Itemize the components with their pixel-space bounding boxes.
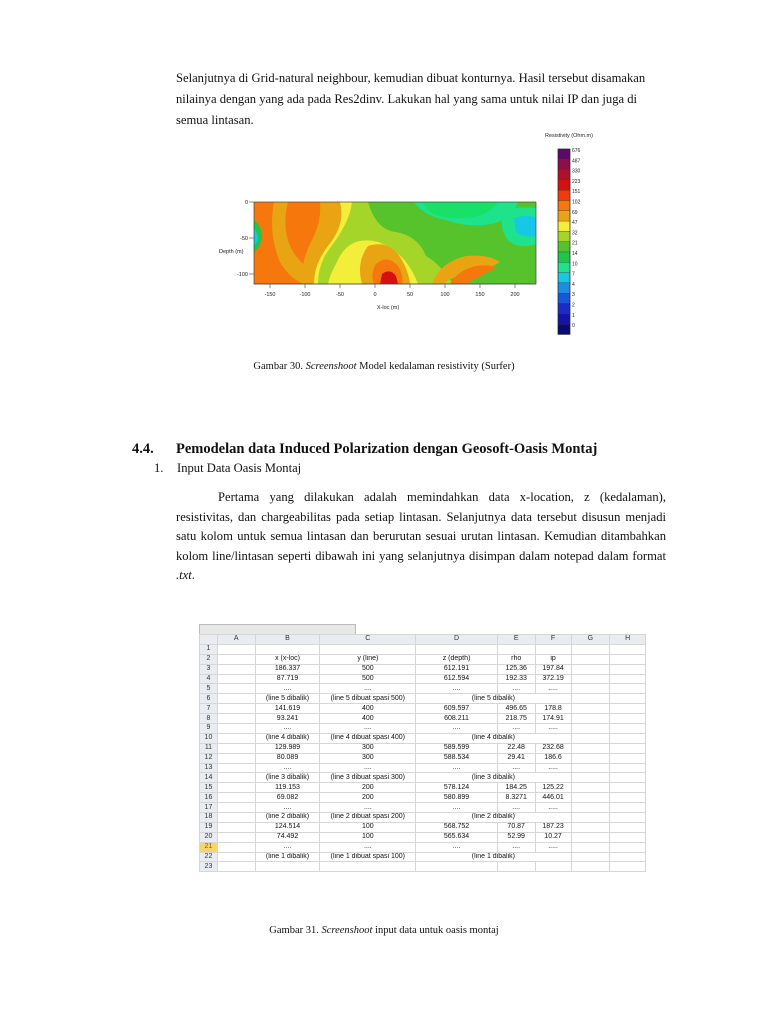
table-cell[interactable] — [497, 862, 535, 872]
table-cell[interactable] — [217, 832, 255, 842]
row-header[interactable]: 8 — [200, 714, 218, 724]
row-header[interactable]: 10 — [200, 733, 218, 743]
column-header[interactable]: H — [610, 635, 646, 645]
row-header[interactable]: 20 — [200, 832, 218, 842]
table-cell[interactable]: .... — [416, 724, 498, 734]
table-cell[interactable]: 608.211 — [416, 714, 498, 724]
table-cell[interactable] — [217, 664, 255, 674]
row-header[interactable]: 16 — [200, 793, 218, 803]
legend-swatch — [558, 283, 570, 293]
table-cell[interactable] — [571, 803, 610, 813]
table-cell[interactable] — [217, 852, 255, 862]
figure-30-caption: Gambar 30. Screenshoot Model kedalaman resistivity (Surfer) — [253, 361, 515, 372]
table-cell[interactable]: 300 — [320, 743, 416, 753]
table-cell[interactable]: .... — [255, 763, 320, 773]
table-cell[interactable] — [610, 862, 646, 872]
row-header[interactable]: 14 — [200, 773, 218, 783]
resistivity-contour-figure — [218, 124, 594, 350]
table-cell[interactable]: 124.514 — [255, 822, 320, 832]
table-cell[interactable] — [217, 822, 255, 832]
table-cell[interactable] — [610, 763, 646, 773]
table-cell[interactable] — [217, 654, 255, 664]
table-cell[interactable]: (line 4 dibalik) — [416, 733, 571, 743]
table-cell[interactable] — [571, 783, 610, 793]
legend-value-label: 223 — [572, 178, 581, 185]
table-cell[interactable]: 446.01 — [535, 793, 571, 803]
table-cell[interactable]: .... — [255, 803, 320, 813]
x-axis — [254, 284, 536, 311]
column-header[interactable]: A — [217, 635, 255, 645]
legend-swatch — [558, 304, 570, 314]
table-cell[interactable] — [571, 832, 610, 842]
table-cell[interactable]: 186.337 — [255, 664, 320, 674]
legend-value-label: 151 — [572, 189, 581, 196]
table-cell[interactable]: 119.153 — [255, 783, 320, 793]
table-cell[interactable]: (line 2 dibuat spasi 200) — [320, 813, 416, 823]
legend-value-label: 4 — [572, 281, 575, 288]
column-header[interactable]: D — [416, 635, 498, 645]
row-header[interactable]: 18 — [200, 813, 218, 823]
table-row — [200, 793, 646, 803]
table-cell[interactable]: ..... — [535, 803, 571, 813]
color-legend — [545, 133, 593, 334]
row-header[interactable]: 2 — [200, 654, 218, 664]
table-cell[interactable] — [217, 684, 255, 694]
table-cell[interactable]: (line 2 dibalik) — [255, 813, 320, 823]
table-cell[interactable] — [416, 644, 498, 654]
table-cell[interactable] — [571, 714, 610, 724]
legend-value-label: 3 — [572, 292, 575, 299]
table-row — [200, 852, 646, 862]
table-cell[interactable]: (line 5 dibuat spasi 500) — [320, 694, 416, 704]
table-cell[interactable]: .... — [497, 684, 535, 694]
table-cell[interactable] — [610, 674, 646, 684]
table-cell[interactable] — [217, 704, 255, 714]
legend-value-label: 69 — [572, 209, 578, 216]
table-cell[interactable] — [320, 862, 416, 872]
y-axis — [219, 200, 254, 278]
table-cell[interactable]: (line 3 dibalik) — [416, 773, 571, 783]
legend-swatch — [558, 201, 570, 211]
table-cell[interactable] — [217, 842, 255, 852]
body-paragraph: Pertama yang dilakukan adalah memindahkan data x-location, z (kedalaman), resistivitas, dan chargeabilitas pada setiap lintasan. Selanjutnya data tersebut disusun menjadi satu kolom untuk semua lintasan dan berurutan sesuai urutan lintasan. Kemudian ditambahkan kolom line/lintasan seperti dibawah ini yang selanjutnya disimpan dalam notepad dalam format .txt. — [176, 490, 666, 583]
table-cell[interactable] — [571, 753, 610, 763]
table-cell[interactable]: 74.492 — [255, 832, 320, 842]
spreadsheet-grid — [199, 634, 646, 872]
table-cell[interactable]: 125.22 — [535, 783, 571, 793]
table-cell[interactable] — [571, 664, 610, 674]
table-cell[interactable]: .... — [416, 684, 498, 694]
table-cell[interactable]: 588.534 — [416, 753, 498, 763]
table-cell[interactable] — [571, 684, 610, 694]
table-cell[interactable] — [610, 644, 646, 654]
table-cell[interactable] — [610, 773, 646, 783]
table-cell[interactable] — [320, 644, 416, 654]
legend-value-label: 102 — [572, 199, 581, 206]
table-row — [200, 654, 646, 664]
table-row — [200, 724, 646, 734]
table-row — [200, 862, 646, 872]
table-cell[interactable] — [535, 862, 571, 872]
table-cell[interactable] — [217, 773, 255, 783]
table-cell[interactable]: 496.65 — [497, 704, 535, 714]
table-cell[interactable] — [610, 803, 646, 813]
table-cell[interactable]: 69.082 — [255, 793, 320, 803]
table-cell[interactable] — [571, 763, 610, 773]
table-cell[interactable] — [416, 862, 498, 872]
row-header[interactable]: 9 — [200, 724, 218, 734]
table-cell[interactable]: 612.191 — [416, 664, 498, 674]
row-header[interactable]: 17 — [200, 803, 218, 813]
legend-value-label: 14 — [572, 251, 578, 257]
legend-value-label: 7 — [572, 271, 575, 278]
table-cell[interactable] — [610, 842, 646, 852]
column-header[interactable]: F — [535, 635, 571, 645]
table-cell[interactable]: .... — [497, 763, 535, 773]
table-cell[interactable]: 141.619 — [255, 704, 320, 714]
y-axis-label: Depth (m) — [219, 249, 244, 255]
row-header[interactable]: 12 — [200, 753, 218, 763]
row-header[interactable]: 1 — [200, 644, 218, 654]
table-cell[interactable]: 8.3271 — [497, 793, 535, 803]
legend-swatch — [558, 211, 570, 221]
section-title: Pemodelan data Induced Polarization dengan Geosoft-Oasis Montaj — [176, 441, 598, 457]
table-cell[interactable]: .... — [416, 803, 498, 813]
table-row — [200, 674, 646, 684]
legend-swatch — [558, 221, 570, 231]
table-cell[interactable] — [217, 763, 255, 773]
x-tick-label: -100 — [299, 292, 311, 298]
table-cell[interactable]: 200 — [320, 783, 416, 793]
table-cell[interactable] — [571, 743, 610, 753]
table-cell[interactable]: .... — [255, 724, 320, 734]
table-cell[interactable] — [217, 644, 255, 654]
table-cell[interactable] — [610, 654, 646, 664]
intro-paragraph: Selanjutnya di Grid-natural neighbour, kemudian dibuat konturnya. Hasil tersebut disamakan nilainya dengan yang ada pada Res2dinv. Lakukan hal yang sama untuk nilai IP dan juga di semua lintasan. — [176, 71, 646, 127]
row-header[interactable]: 15 — [200, 783, 218, 793]
table-cell[interactable] — [571, 822, 610, 832]
subsection-item — [154, 461, 301, 476]
legend-swatch — [558, 149, 570, 159]
x-tick-label: 50 — [406, 292, 414, 298]
table-row — [200, 644, 646, 654]
table-cell[interactable]: .... — [497, 842, 535, 852]
legend-swatch — [558, 170, 570, 180]
row-header[interactable]: 4 — [200, 674, 218, 684]
table-cell[interactable]: 93.241 — [255, 714, 320, 724]
table-cell[interactable]: (line 5 dibalik) — [416, 694, 571, 704]
table-cell[interactable] — [217, 694, 255, 704]
table-cell[interactable]: .... — [255, 684, 320, 694]
table-cell[interactable]: .... — [497, 724, 535, 734]
table-cell[interactable]: 174.91 — [535, 714, 571, 724]
table-row — [200, 664, 646, 674]
table-cell[interactable] — [571, 733, 610, 743]
legend-value-label: 330 — [572, 168, 581, 175]
table-cell[interactable]: 500 — [320, 674, 416, 684]
table-cell[interactable] — [610, 694, 646, 704]
table-cell[interactable] — [535, 644, 571, 654]
table-cell[interactable]: 29.41 — [497, 753, 535, 763]
table-cell[interactable]: 372.19 — [535, 674, 571, 684]
table-row — [200, 694, 646, 704]
table-cell[interactable]: 186.6 — [535, 753, 571, 763]
table-cell[interactable]: 580.899 — [416, 793, 498, 803]
legend-value-label: 487 — [572, 158, 581, 165]
table-cell[interactable] — [571, 694, 610, 704]
spreadsheet-screenshot — [199, 624, 646, 914]
table-cell[interactable] — [610, 793, 646, 803]
legend-swatch — [558, 231, 570, 241]
table-cell[interactable] — [610, 664, 646, 674]
table-cell[interactable]: .... — [320, 724, 416, 734]
table-row — [200, 783, 646, 793]
legend-swatch — [558, 293, 570, 303]
table-cell[interactable] — [571, 674, 610, 684]
x-tick-label: 150 — [475, 292, 485, 298]
legend-swatch — [558, 190, 570, 200]
legend-swatch — [558, 180, 570, 190]
table-cell[interactable] — [571, 842, 610, 852]
legend-value-label: 2 — [572, 302, 575, 309]
table-cell[interactable] — [497, 644, 535, 654]
y-tick-label: -50 — [240, 236, 248, 242]
table-cell[interactable] — [217, 674, 255, 684]
legend-swatch — [558, 314, 570, 324]
table-cell[interactable] — [610, 733, 646, 743]
table-cell[interactable]: (line 1 dibalik) — [255, 852, 320, 862]
table-cell[interactable]: rho — [497, 654, 535, 664]
table-cell[interactable]: 178.8 — [535, 704, 571, 714]
table-cell[interactable]: (line 3 dibuat spasi 300) — [320, 773, 416, 783]
table-cell[interactable] — [610, 724, 646, 734]
legend-swatch — [558, 324, 570, 334]
table-cell[interactable]: y (line) — [320, 654, 416, 664]
legend-swatch — [558, 252, 570, 262]
table-cell[interactable]: (line 2 dibalik) — [416, 813, 571, 823]
table-cell[interactable]: 192.33 — [497, 674, 535, 684]
table-cell[interactable]: 612.594 — [416, 674, 498, 684]
table-cell[interactable] — [217, 753, 255, 763]
table-cell[interactable] — [571, 813, 610, 823]
table-cell[interactable]: 125.36 — [497, 664, 535, 674]
table-cell[interactable]: z (depth) — [416, 654, 498, 664]
table-cell[interactable]: (line 1 dibalik) — [416, 852, 571, 862]
x-tick-label: -50 — [336, 292, 344, 298]
table-cell[interactable]: 609.597 — [416, 704, 498, 714]
table-cell[interactable]: 100 — [320, 822, 416, 832]
subsection-number: 1. — [154, 461, 164, 475]
table-cell[interactable] — [217, 862, 255, 872]
row-header[interactable]: 3 — [200, 664, 218, 674]
table-cell[interactable]: .... — [255, 842, 320, 852]
legend-value-label: 47 — [572, 220, 578, 227]
column-header[interactable]: C — [320, 635, 416, 645]
table-cell[interactable]: 80.089 — [255, 753, 320, 763]
table-cell[interactable]: 10.27 — [535, 832, 571, 842]
table-cell[interactable] — [610, 813, 646, 823]
row-header[interactable]: 11 — [200, 743, 218, 753]
table-cell[interactable]: .... — [497, 803, 535, 813]
table-row — [200, 822, 646, 832]
table-cell[interactable] — [217, 783, 255, 793]
table-row — [200, 753, 646, 763]
y-tick-label: -100 — [236, 272, 248, 278]
table-row — [200, 684, 646, 694]
legend-value-label: 0 — [572, 323, 575, 330]
table-cell[interactable] — [217, 724, 255, 734]
table-row — [200, 714, 646, 724]
table-cell[interactable]: ..... — [535, 763, 571, 773]
table-row — [200, 842, 646, 852]
table-cell[interactable]: 589.599 — [416, 743, 498, 753]
table-cell[interactable]: ..... — [535, 684, 571, 694]
table-cell[interactable]: .... — [416, 842, 498, 852]
table-cell[interactable] — [610, 743, 646, 753]
section-number: 4.4. — [132, 441, 154, 457]
legend-value-label: 676 — [572, 148, 581, 154]
table-cell[interactable]: 565.634 — [416, 832, 498, 842]
table-cell[interactable]: 129.989 — [255, 743, 320, 753]
table-cell[interactable]: 578.124 — [416, 783, 498, 793]
legend-value-label: 32 — [572, 230, 578, 237]
legend-swatch — [558, 262, 570, 272]
table-cell[interactable]: .... — [320, 763, 416, 773]
row-header[interactable]: 23 — [200, 862, 218, 872]
table-cell[interactable] — [217, 743, 255, 753]
table-cell[interactable]: 197.84 — [535, 664, 571, 674]
table-row — [200, 803, 646, 813]
x-tick-label: 200 — [510, 292, 520, 298]
table-cell[interactable]: (line 4 dibalik) — [255, 733, 320, 743]
table-cell[interactable]: ..... — [535, 842, 571, 852]
table-cell[interactable]: 568.752 — [416, 822, 498, 832]
table-cell[interactable]: 100 — [320, 832, 416, 842]
y-tick-label: 0 — [244, 200, 248, 206]
row-header[interactable]: 22 — [200, 852, 218, 862]
legend-swatch — [558, 273, 570, 283]
table-cell[interactable] — [610, 822, 646, 832]
legend-value-label: 1 — [572, 312, 575, 319]
table-cell[interactable] — [571, 852, 610, 862]
table-cell[interactable]: 184.25 — [497, 783, 535, 793]
table-cell[interactable]: 400 — [320, 704, 416, 714]
table-cell[interactable]: (line 1 dibuat spasi 100) — [320, 852, 416, 862]
row-header[interactable]: 6 — [200, 694, 218, 704]
legend-swatch — [558, 242, 570, 252]
table-cell[interactable] — [217, 714, 255, 724]
table-cell[interactable] — [571, 644, 610, 654]
table-row — [200, 704, 646, 714]
table-cell[interactable] — [610, 753, 646, 763]
legend-title: Resistivity (Ohm.m) — [545, 133, 593, 139]
table-row — [200, 733, 646, 743]
table-cell[interactable]: 70.87 — [497, 822, 535, 832]
table-cell[interactable]: 300 — [320, 753, 416, 763]
table-cell[interactable] — [571, 724, 610, 734]
table-cell[interactable] — [610, 684, 646, 694]
table-cell[interactable]: 22.48 — [497, 743, 535, 753]
table-cell[interactable] — [217, 733, 255, 743]
table-cell[interactable] — [217, 793, 255, 803]
table-row — [200, 832, 646, 842]
table-cell[interactable] — [610, 714, 646, 724]
table-cell[interactable]: .... — [416, 763, 498, 773]
table-cell[interactable] — [610, 832, 646, 842]
x-tick-label: -150 — [264, 292, 276, 298]
table-cell[interactable] — [571, 793, 610, 803]
sheet-corner-cell[interactable] — [200, 635, 218, 645]
section-heading — [132, 441, 597, 458]
table-cell[interactable]: 400 — [320, 714, 416, 724]
table-cell[interactable]: (line 4 dibuat spasi 400) — [320, 733, 416, 743]
table-cell[interactable]: .... — [320, 842, 416, 852]
table-cell[interactable] — [610, 852, 646, 862]
x-axis-label: X-loc (m) — [376, 305, 400, 311]
column-header[interactable]: E — [497, 635, 535, 645]
table-cell[interactable]: (line 5 dibalik) — [255, 694, 320, 704]
table-cell[interactable]: .... — [320, 803, 416, 813]
table-cell[interactable] — [255, 862, 320, 872]
table-cell[interactable] — [571, 704, 610, 714]
table-row — [200, 813, 646, 823]
table-cell[interactable]: 187.23 — [535, 822, 571, 832]
column-header[interactable]: G — [571, 635, 610, 645]
table-cell[interactable]: 52.99 — [497, 832, 535, 842]
row-header[interactable]: 19 — [200, 822, 218, 832]
table-cell[interactable]: ..... — [535, 724, 571, 734]
figure-31-caption: Gambar 31. Screenshoot input data untuk oasis montaj — [269, 925, 499, 936]
table-cell[interactable] — [571, 862, 610, 872]
legend-swatch — [558, 159, 570, 169]
table-cell[interactable]: 200 — [320, 793, 416, 803]
contour-map — [254, 202, 536, 284]
table-cell[interactable]: 500 — [320, 664, 416, 674]
column-header[interactable]: B — [255, 635, 320, 645]
subsection-title: Input Data Oasis Montaj — [177, 461, 302, 475]
table-cell[interactable]: 218.75 — [497, 714, 535, 724]
row-header[interactable]: 13 — [200, 763, 218, 773]
table-cell[interactable]: 87.719 — [255, 674, 320, 684]
table-cell[interactable]: (line 3 dibalik) — [255, 773, 320, 783]
table-row — [200, 773, 646, 783]
row-header[interactable]: 21 — [200, 842, 218, 852]
table-cell[interactable]: x (x-loc) — [255, 654, 320, 664]
table-cell[interactable]: .... — [320, 684, 416, 694]
table-cell[interactable] — [610, 783, 646, 793]
table-cell[interactable] — [255, 644, 320, 654]
table-cell[interactable] — [217, 803, 255, 813]
table-cell[interactable] — [571, 654, 610, 664]
table-cell[interactable]: 232.68 — [535, 743, 571, 753]
x-tick-label: 0 — [373, 292, 377, 298]
table-cell[interactable]: ip — [535, 654, 571, 664]
table-row — [200, 763, 646, 773]
table-cell[interactable] — [217, 813, 255, 823]
row-header[interactable]: 7 — [200, 704, 218, 714]
x-tick-label: 100 — [440, 292, 450, 298]
legend-value-label: 21 — [572, 240, 578, 247]
legend-value-label: 10 — [572, 261, 578, 268]
table-row — [200, 743, 646, 753]
table-cell[interactable] — [610, 704, 646, 714]
row-header[interactable]: 5 — [200, 684, 218, 694]
table-cell[interactable] — [571, 773, 610, 783]
